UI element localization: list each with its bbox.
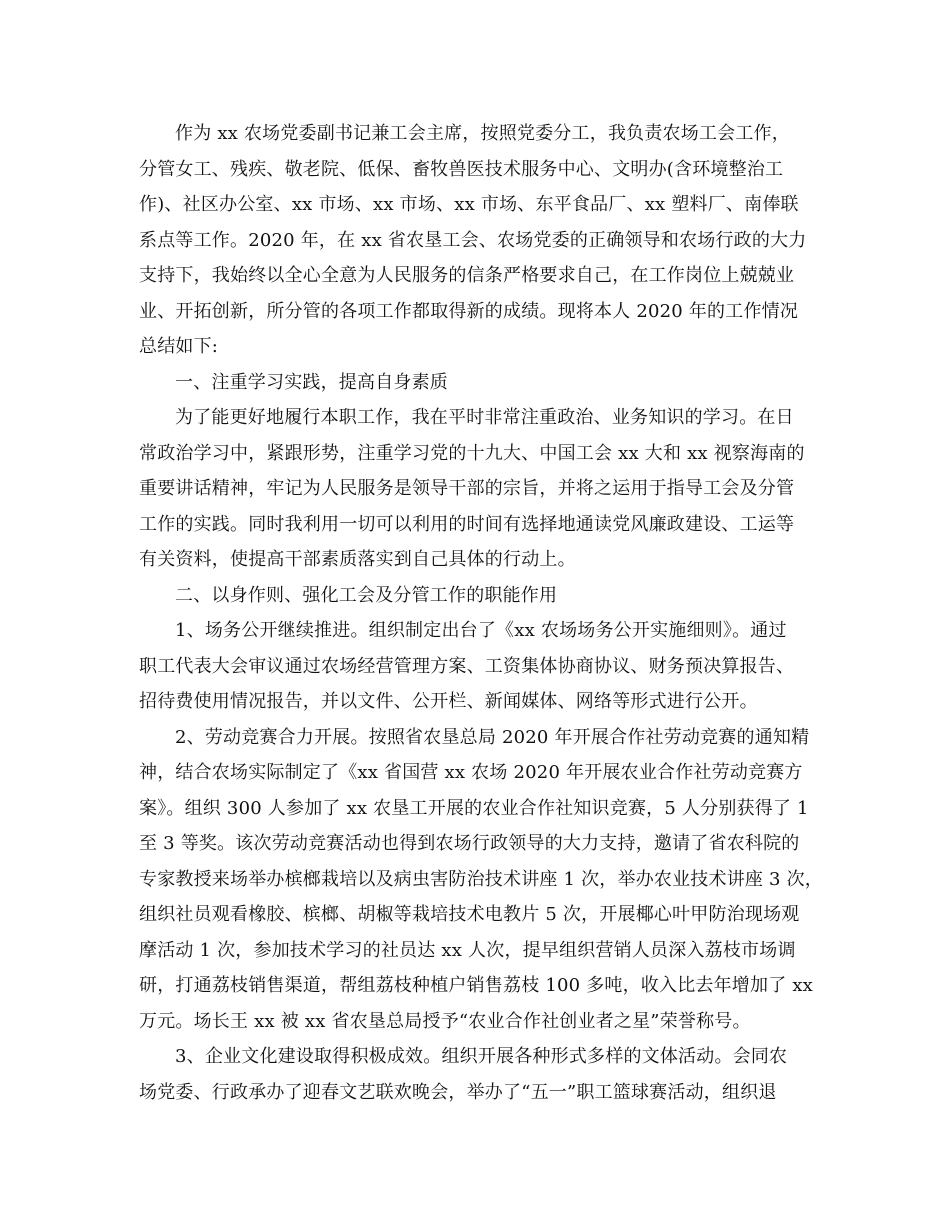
text-line: 业、开拓创新，所分管的各项工作都取得新的成绩。现将本人 2020 年的工作情况 [139,300,799,322]
text-line: 为了能更好地履行本职工作，我在平时非常注重政治、业务知识的学习。在日 [175,407,794,428]
text-line: 万元。场长王 xx 被 xx 省农垦总局授予“农业合作社创业者之星”荣誉称号。 [139,1010,751,1032]
text-line: 职工代表大会审议通过农场经营管理方案、工资集体协商协议、财务预决算报告、 [139,655,795,677]
text-line: 作为 xx 农场党委副书记兼工会主席，按照党委分工，我负责农场工会工作， [175,123,790,144]
text-line: 招待费使用情况报告，并以文件、公开栏、新闻媒体、网络等形式进行公开。 [139,691,758,712]
text-line: 2、劳动竞赛合力开展。按照省农垦总局 2020 年开展合作社劳动竞赛的通知精 [175,726,810,748]
text-line: 有关资料，使提高干部素质落实到自己具体的行动上。 [139,549,576,570]
section-heading: 一、注重学习实践，提高自身素质 [175,371,448,393]
text-line: 研，打通荔枝销售渠道，帮组荔枝种植户销售荔枝 100 多吨，收入比去年增加了 xx [139,975,814,996]
text-line: 支持下，我始终以全心全意为人民服务的信条严格要求自己，在工作岗位上兢兢业 [139,265,795,286]
text-line: 分管女工、残疾、敬老院、低保、畜牧兽医技术服务中心、文明办(含环境整治工 [139,158,784,180]
text-line: 常政治学习中，紧跟形势，注重学习党的十九大、中国工会 xx 大和 xx 视察海南的 [139,442,805,464]
text-line: 摩活动 1 次，参加技术学习的社员达 xx 人次，提早组织营销人员深入荔枝市场调 [139,939,796,961]
text-line: 案》。组织 300 人参加了 xx 农垦工开展的农业合作社知识竞赛，5 人分别获得了 1 [139,797,809,819]
section-heading: 二、以身作则、强化工会及分管工作的职能作用 [175,584,558,606]
text-line: 重要讲话精神，牢记为人民服务是领导干部的宗旨，并将之运用于指导工会及分管 [139,478,795,499]
text-line: 至 3 等奖。该次劳动竞赛活动也得到农场行政领导的大力支持，邀请了省农科院的 [139,833,800,854]
text-line: 组织社员观看橡胶、槟榔、胡椒等栽培技术电教片 5 次，开展椰心叶甲防治现场观 [139,904,800,925]
text-line: 神，结合农场实际制定了《xx 省国营 xx 农场 2020 年开展农业合作社劳动竞赛方 [139,762,803,783]
document-body [139,116,829,1110]
text-line: 专家教授来场举办槟榔栽培以及病虫害防治技术讲座 1 次，举办农业技术讲座 3 次， [139,868,823,890]
text-line: 作)、社区办公室、xx 市场、xx 市场、xx 市场、东平食品厂、xx 塑料厂、南俸联 [139,194,799,215]
text-line: 系点等工作。2020 年，在 xx 省农垦工会、农场党委的正确领导和农场行政的大力 [139,229,807,251]
text-line: 场党委、行政承办了迎春文艺联欢晚会，举办了“五一”职工篮球赛活动，组织退 [139,1081,777,1103]
text-line: 工作的实践。同时我利用一切可以利用的时间有选择地通读党风廉政建设、工运等 [139,513,795,535]
text-line: 1、场务公开继续推进。组织制定出台了《xx 农场场务公开实施细则》。通过 [175,620,787,641]
text-line: 3、企业文化建设取得积极成效。组织开展各种形式多样的文体活动。会同农 [175,1046,788,1067]
text-line: 总结如下: [139,336,219,357]
